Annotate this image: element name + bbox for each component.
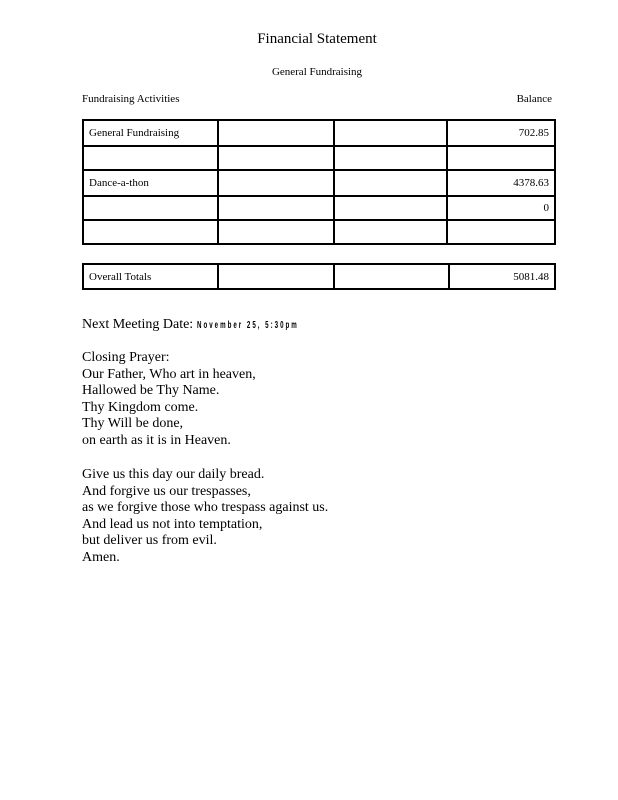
activity-cell: General Fundraising	[83, 120, 218, 146]
balance-cell: 4378.63	[447, 170, 555, 196]
next-meeting-label: Next Meeting Date:	[82, 317, 197, 332]
empty-cell	[334, 120, 447, 146]
balance-cell	[447, 146, 555, 170]
prayer-line: And lead us not into temptation,	[82, 516, 263, 532]
prayer-line: on earth as it is in Heaven.	[82, 432, 231, 448]
next-meeting-date: November 25, 5:30pm	[196, 320, 299, 331]
empty-cell	[218, 264, 334, 289]
prayer-line: Amen.	[82, 549, 120, 565]
document-title: Financial Statement	[257, 31, 377, 47]
prayer-heading: Closing Prayer:	[82, 350, 170, 365]
prayer-line: Thy Kingdom come.	[82, 399, 199, 415]
empty-cell	[218, 220, 334, 244]
prayer-line: Give us this day our daily bread.	[82, 467, 265, 482]
activities-table	[82, 119, 556, 245]
prayer-stanza-2	[82, 467, 328, 566]
table-row	[83, 170, 555, 196]
column-header-activities: Fundraising Activities	[82, 93, 180, 105]
prayer-line: Thy Will be done,	[82, 416, 184, 431]
prayer-line: Hallowed be Thy Name.	[82, 383, 220, 398]
empty-cell	[218, 120, 334, 146]
totals-label: Overall Totals	[83, 264, 218, 289]
balance-cell	[447, 220, 555, 244]
prayer-line: Our Father, Who art in heaven,	[82, 366, 256, 382]
balance-cell: 702.85	[447, 120, 555, 146]
empty-cell	[218, 196, 334, 220]
empty-cell	[334, 264, 449, 289]
empty-cell	[218, 170, 334, 196]
column-header-balance: Balance	[516, 93, 552, 105]
balance-cell: 0	[447, 196, 555, 220]
empty-cell	[334, 170, 447, 196]
document-subtitle: General Fundraising	[271, 66, 363, 78]
prayer-line: but deliver us from evil.	[82, 533, 217, 548]
table-row	[83, 120, 555, 146]
totals-row	[83, 264, 555, 289]
totals-balance: 5081.48	[449, 264, 555, 289]
empty-cell	[334, 196, 447, 220]
empty-cell	[334, 146, 447, 170]
activity-cell: Dance-a-thon	[83, 170, 218, 196]
totals-table	[82, 263, 556, 290]
activity-cell	[83, 196, 218, 220]
prayer-line: And forgive us our trespasses,	[82, 483, 251, 499]
empty-cell	[218, 146, 334, 170]
next-meeting	[82, 317, 361, 333]
prayer-line: as we forgive those who trespass against us.	[82, 500, 329, 515]
table-row	[83, 146, 555, 170]
empty-cell	[334, 220, 447, 244]
activity-cell	[83, 220, 218, 244]
prayer-stanza-1	[82, 350, 256, 449]
table-row	[83, 196, 555, 220]
table-row	[83, 220, 555, 244]
activity-cell	[83, 146, 218, 170]
